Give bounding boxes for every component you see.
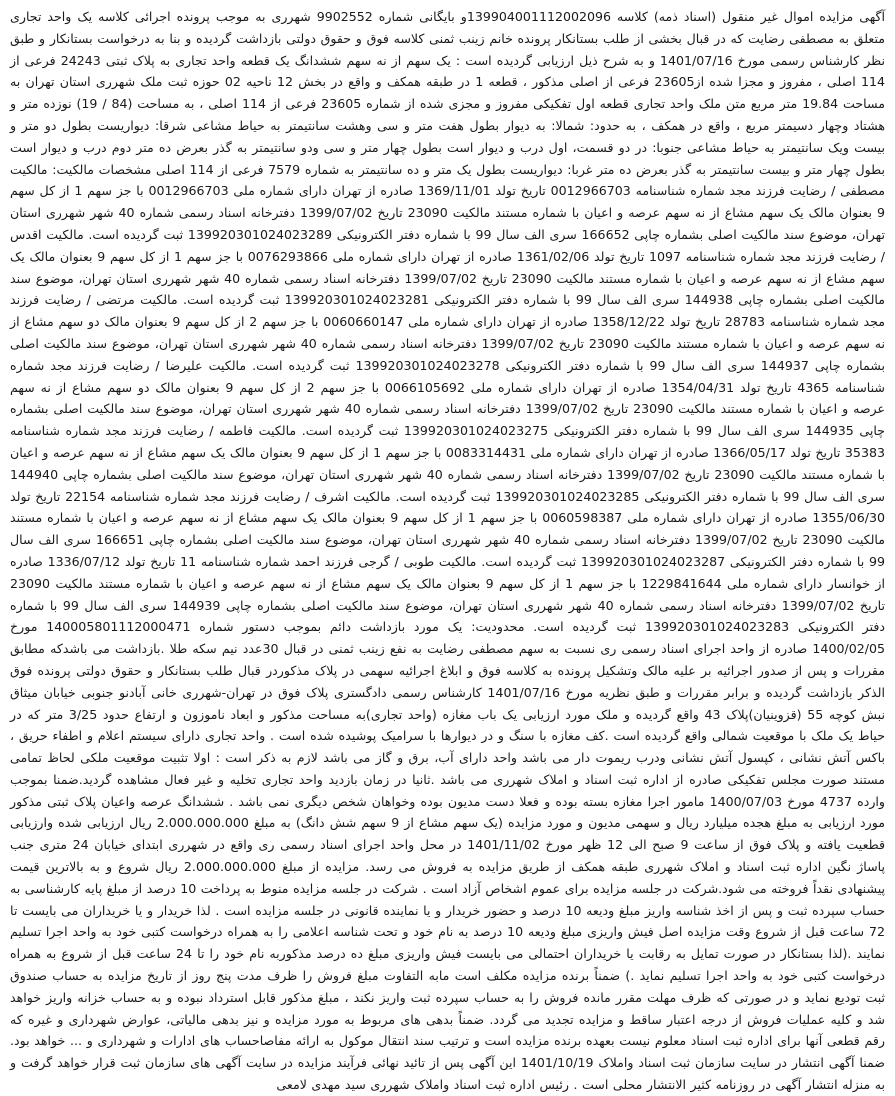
auction-notice-text: آگهی مزایده اموال غیر منقول (اسناد ذمه) کلاسه 139904001112002096و بایگانی شماره 9902552 شهرری به موجب پرونده اجرائی کلاسه یک واحد تجاری متعلق به مصطفی رضایت که در قبال بخشی از طلب بستانکار پرونده خانم زینب ثمنی کلاسه فوق و حقوق دولتی بازداشت گردیده و بنا به درخواست بستانکار و طبق نظر کارشناس رسمی مورخ 1401/07/16 و به شرح ذیل ارزیابی گردیده است : یک سهم از نه سهم ششدانگ یک قطعه واحد تجاری به پلاک ثبتی 24243 فرعی از 114 اصلی ، مفروز و مجزا شده از23605 فرعی از اصلی مذکور ، قطعه 1 در طبقه همکف و واقع در بخش 12 ناحیه 02 حوزه ثبت ملک شهرری استان تهران به مساحت 19.84 متر مربع متن ملک واحد تجاری قطعه اول تفکیکی مفروز و مجزی شده از شماره 23605 فرعی از 114 اصلی ، به مساحت (84 / 19) نوزده متر و هشتاد وچهار دسیمتر مربع ، واقع در همکف ، به حدود: شمالا: به دیوار بطول هفت متر و سی وهشت سانتیمتر به حیاط مشاعی شرقا: دیواریست بطول دو متر و بیست ویک سانتیمتر به حیاط مشاعی جنوبا: در دو قسمت، اول درب و دیوار است بطول چهار متر و سی ودو سانتیمتر به گذر بعرض ده متر دوم درب و دیوار است بطول چهار متر و بیست سانتیمتر به گذر بعرض ده متر غربا: دیواریست بطول یک متر و ده سانتیمتر به شماره 7579 فرعی از 114 اصلی مشخصات مالکیت: مالکیت مصطفی / رضایت فرزند مجد شماره شناسنامه 0012966703 تاریخ تولد 1369/11/01 صادره از تهران دارای شماره ملی 0012966703 با جز سهم 1 از کل سهم 9 بعنوان مالک یک سهم مشاع از نه سهم عرصه و اعیان با شماره مستند مالکیت 23090 تاریخ 1399/07/02 دفترخانه اسناد رسمی شماره 40 شهر شهرری استان تهران، موضوع سند مالکیت اصلی بشماره چاپی 166652 سری الف سال 99 با شماره دفتر الکترونیکی 139920301024023289 ثبت گردیده است. مالکیت اقدس / رضایت فرزند مجد شماره شناسنامه 1097 تاریخ تولد 1361/02/06 صادره از تهران دارای شماره ملی 0076293866 با جز سهم 1 از کل سهم 9 بعنوان مالک یک سهم مشاع از نه سهم عرصه و اعیان با شماره مستند مالکیت 23090 تاریخ 1399/07/02 دفترخانه اسناد رسمی شماره 40 شهر شهرری استان تهران، موضوع سند مالکیت اصلی بشماره چاپی 144938 سری الف سال 99 با شماره دفتر الکترونیکی 139920301024023281 ثبت گردیده است. مالکیت مرتضی / رضایت فرزند مجد شماره شناسنامه 28783 تاریخ تولد 1358/12/22 صادره از تهران دارای شماره ملی 0060660147 با جز سهم 2 از کل سهم 9 بعنوان مالک دو سهم مشاع از نه سهم عرصه و اعیان با شماره مستند مالکیت 23090 تاریخ 1399/07/02 دفترخانه اسناد رسمی شماره 40 شهر شهرری استان تهران، موضوع سند مالکیت اصلی بشماره چاپی 144937 سری الف سال 99 با شماره دفتر الکترونیکی 139920301024023278 ثبت گردیده است. مالکیت علیرضا / رضایت فرزند مجد شماره شناسنامه 4365 تاریخ تولد 1354/04/31 صادره از تهران دارای شماره ملی 0066105692 با جز سهم 2 از کل سهم 9 بعنوان مالک دو سهم مشاع از نه سهم عرصه و اعیان با شماره مستند مالکیت 23090 تاریخ 1399/07/02 دفترخانه اسناد رسمی شماره 40 شهر شهرری استان تهران، موضوع سند مالکیت اصلی بشماره چاپی 144935 سری الف سال 99 با شماره دفتر الکترونیکی 139920301024023275 ثبت گردیده است. مالکیت فاطمه / رضایت فرزند مجد شماره شناسنامه 35383 تاریخ تولد 1366/05/17 صادره از تهران دارای شماره ملی 0083314431 با جز سهم 1 از کل سهم 9 بعنوان مالک یک سهم مشاع از نه سهم عرصه و اعیان با شماره مستند مالکیت 23090 تاریخ 1399/07/02 دفترخانه اسناد رسمی شماره 40 شهر شهرری استان تهران، موضوع سند مالکیت اصلی بشماره چاپی 144940 سری الف سال 99 با شماره دفتر الکترونیکی 139920301024023285 ثبت گردیده است. مالکیت اشرف / رضایت فرزند مجد شماره شناسنامه 22154 تاریخ تولد 1355/06/30 صادره از تهران دارای شماره ملی 0060598387 با جز سهم 1 از کل سهم 9 بعنوان مالک یک سهم مشاع از نه سهم عرصه و اعیان با شماره مستند مالکیت 23090 تاریخ 1399/07/02 دفترخانه اسناد رسمی شماره 40 شهر شهرری استان تهران، موضوع سند مالکیت اصلی بشماره چاپی 166651 سری الف سال 99 با شماره دفتر الکترونیکی 139920301024023287 ثبت گردیده است. مالکیت طوبی / گرجی فرزند احمد شماره شناسنامه 11 تاریخ تولد 1336/07/12 صادره از خوانسار دارای شماره ملی 1229841644 با جز سهم 1 از کل سهم 9 بعنوان مالک یک سهم مشاع از نه سهم عرصه و اعیان با شماره مستند مالکیت 23090 تاریخ 1399/07/02 دفترخانه اسناد رسمی شماره 40 شهر شهرری استان تهران، موضوع سند مالکیت اصلی بشماره چاپی 144939 سری الف سال 99 با شماره دفتر الکترونیکی 139920301024023283 ثبت گردیده است. محدودیت: یک مورد بازداشت دائم بموجب دستور شماره 140005801112000471 مورخ 1400/02/05 صادره از واحد اجرای اسناد رسمی ری نسبت به سهم مصطفی رضایت به نفع زینب ثمنی در قبال 30عدد نیم سکه طلا .بازداشت می باشدکه مطابق مقررات و پس از صدور اجرائیه بر علیه مالک وتشکیل پرونده به کلاسه فوق و ابلاغ اجرائیه سهمی در پلاک مذکوردر قبال طلب بستانکار و حقوق دولتی پرونده فوق الذکر بازداشت گردیده و برابر مقررات و طبق نظریه مورخ 1401/07/16 کارشناس رسمی دادگستری پلاک فوق در تهران-شهرری خانی آبادنو جنوبی خیابان میثاق نبش کوچه 55 (قزوینیان)پلاک 43 واقع گردیده و ملک مورد ارزیابی یک باب مغازه (واحد تجاری)به مساحت مذکور و ابعاد ناموزون و ارتفاع حدود 3/25 متر که در حیاط یک ملک با موقعیت شمالی واقع گردیده است .کف مغازه با سنگ و در دیوارها با سرامیک پوشیده شده است . واحد تجاری دارای سیستم اعلام و اطفاء حریق ، باکس آتش نشانی ، کپسول آتش نشانی ودرب ریموت دار می باشد واحد دارای آب، برق و گاز می باشد لازم به ذکر است : اولا تثبیت موقعیت ملکی لحاظ تمامی مستند صورت مجلس تفکیکی صادره از اداره ثبت اسناد و املاک شهرری می باشد .ثانیا در زمان بازدید واحد تجاری تخلیه و غیر فعال مشاهده گردید.ضمنا بموجب وارده 4737 مورخ 1400/07/03 مامور اجرا مغازه بسته بوده و فعلا دست مدیون بوده وخواهان شخص دیگری نمی باشد . ششدانگ عرصه واعیان پلاک ثبتی مذکور مورد ارزیابی به مبلغ هجده میلیارد ریال و سهمی مدیون و مورد مزایده (یک سهم مشاع از 9 سهم شش دانگ) به مبلغ 2.000.000.000 ریال ارزیابی شده وارزیابی قطعیت یافته و پلاک فوق از ساعت 9 صبح الی 12 ظهر مورخ 1401/11/02 در محل واحد اجرای اسناد رسمی ری واقع در شهرری ابتدای خیابان 24 متری جنب پاساژ نگین اداره ثبت اسناد و املاک شهرری طبقه همکف از طریق مزایده به فروش می رسد. مزایده از مبلغ 2.000.000.000 ریال شروع و به بالاترین قیمت پیشنهادی نقداً فروخته می شود.شرکت در جلسه مزایده برای عموم اشخاص آزاد است . شرکت در جلسه مزایده منوط به پرداخت 10 درصد از مبلغ پایه کارشناسی به حساب سپرده ثبت و پس از اخذ شناسه واریز مبلغ ودیعه 10 درصد و حضور خریدار و یا نماینده قانونی در جلسه مزایده است . لذا خریدار و یا خریداران می بایست تا 72 ساعت قبل از شروع وقت مزایده اصل فیش واریزی مبلغ ودیعه 10 درصد به نام خود و تحت شناسه اعلامی را به همراه درخواست کتبی خود به واحد اجرا تسلیم نمایند .(لذا بستانکار در صورت تمایل به رقابت یا خریداران احتمالی می بایست فیش واریزی مبلغ ده درصد مذکوربه نام خود را تا 24 ساعت قبل از شروع به همراه درخواست کتبی خود به واحد اجرا تسلیم نماید .) ضمناً برنده مزایده مکلف است مابه التفاوت مبلغ فروش را ظرف مدت پنج روز از تاریخ مزایده به حساب صندوق ثبت تودیع نماید و در صورتی که ظرف مهلت مقرر مانده فروش را به حساب سپرده ثبت واریز نکند ، مبلغ مذکور قابل استرداد نبوده و به حساب خزانه واریز خواهد شد و کلیه عملیات فروش از درجه اعتبار ساقط و مزایده تجدید می گردد. ضمناً بدهی های مربوط به مورد مزایده و نیز بدهی مالیاتی، عوارض شهرداری و غیره که رقم قطعی آنها برای اداره ثبت اسناد معلوم نیست بعهده برنده مزایده است و ترتیب سند انتقال موکول به ارائه مفاصاحساب های ادارات و شهرداری و ... خواهد بود. ضمنا آگهی انتشار در سایت سازمان ثبت اسناد واملاک 1401/10/19 این آگهی پس از تائید نهائی فرآیند مزایده در سایت آگهی های سازمان ثبت قرار خواهد گرفت و به منزله انتشار آگهی در روزنامه کثیر الانتشار محلی است . رئیس اداره ثبت اسناد واملاک شهرری سید مهدی لامعی (9, 9, 886, 1093)
